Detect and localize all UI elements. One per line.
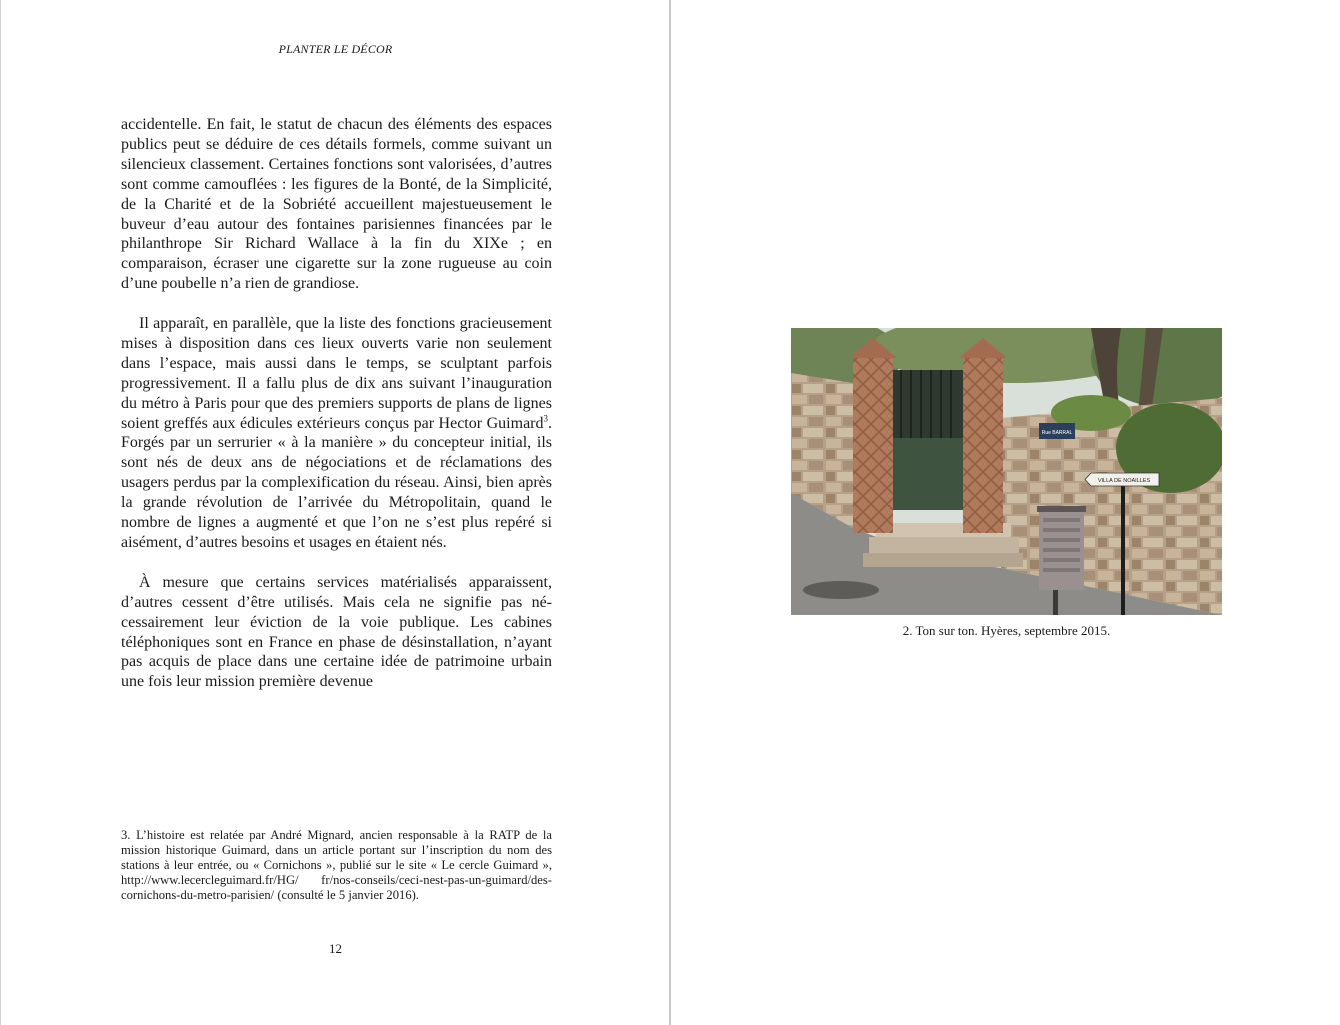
- paragraph-2-continued: . Forgés par un serrurier « à la manière » du concepteur initial, ils sont nés de deux ans de négociations et de réclamations des usagers perdus par la complexification du réseau. Ainsi, bien après la grande révolution de l’arrivée du Métropolitain, quand le nombre de lignes a augmenté et que l’on ne s’est plus repéré si aisément, d’autres besoins et usages en étaient nés.: [121, 414, 552, 552]
- running-head: PLANTER LE DÉCOR: [278, 42, 393, 56]
- pillar-left: [853, 358, 893, 533]
- gate-panel: [893, 438, 963, 510]
- body-text: [121, 115, 552, 692]
- photo-caption: 2. Ton sur ton. Hyères, septembre 2015.: [902, 623, 1111, 638]
- pillar-right: [963, 358, 1003, 533]
- footnote-marker[interactable]: 3: [543, 413, 548, 424]
- street-plaque-text: Rue BARRAL: [1041, 430, 1073, 436]
- footnote: 3. L’histoire est relatée par André Mignard, ancien responsable à la RATP de la mission historique Guimard, dans un article portant sur l’inscription du nom des stations à leur entrée, ou « Cornichons », publié sur le site « Le cercle Guimard », http://www.lecercleguimard.fr/HG/ fr/nos-conseils/ceci-nest-pas-un-guimard/des-cornichons-du-metro-parisien/ (consulté le 5 janvier 2016).: [121, 828, 552, 903]
- paragraph-1: accidentelle. En fait, le statut de chacun des éléments des espaces publics peut se déduire de ces détails formels, comme suivant un silencieux classement. Certaines fonctions sont valorisées, d’autres sont comme camouflées : les figures de la Bonté, de la Simplicité, de la Charité et de la Sobriété accueillent majestueusement le buveur d’eau autour des fontaines parisiennes financées par le philanthrope Sir Richard Wallace à la fin du XIXe ; en comparaison, écraser une cigarette sur la zone rugueuse au coin d’une poubelle n’a rien de grandiose.: [121, 116, 552, 293]
- photo-gate-stone-wall: [791, 328, 1222, 615]
- right-page: [671, 0, 1340, 1025]
- arrow-sign-text: VILLA DE NOAILLES: [1097, 478, 1151, 484]
- paragraph-2-text: Il apparaît, en parallèle, que la liste des fonctions gracieusement mises à disposition dans ces lieux ouverts varie non seulement dans l’espace, mais aussi dans le temps, se sculptant parfois progressivement. Il a fallu plus de dix ans suivant l’inauguration du métro à Paris pour que des premiers supports de plans de lignes soient greffés aux édicules extérieurs conçus par Hector Guimard: [121, 315, 552, 432]
- step-2: [869, 537, 1019, 553]
- manhole: [803, 581, 879, 599]
- paragraph-2: [121, 314, 552, 553]
- mailbox-lid: [1037, 506, 1086, 512]
- page-number: 12: [329, 941, 342, 956]
- photo-illustration: [791, 328, 1222, 615]
- step-3: [863, 553, 1023, 567]
- paragraph-3: À mesure que certains services matérialisés apparaissent, d’autres cessent d’être utilisés. Mais cela ne signifie pas nécessairement leur éviction de la voie publique. Les cabines téléphoniques sont en France en phase de désinstallation, n’ayant pas acquis de place dans une certaine idée de patrimoine urbain une fois leur mission première devenue: [121, 573, 552, 691]
